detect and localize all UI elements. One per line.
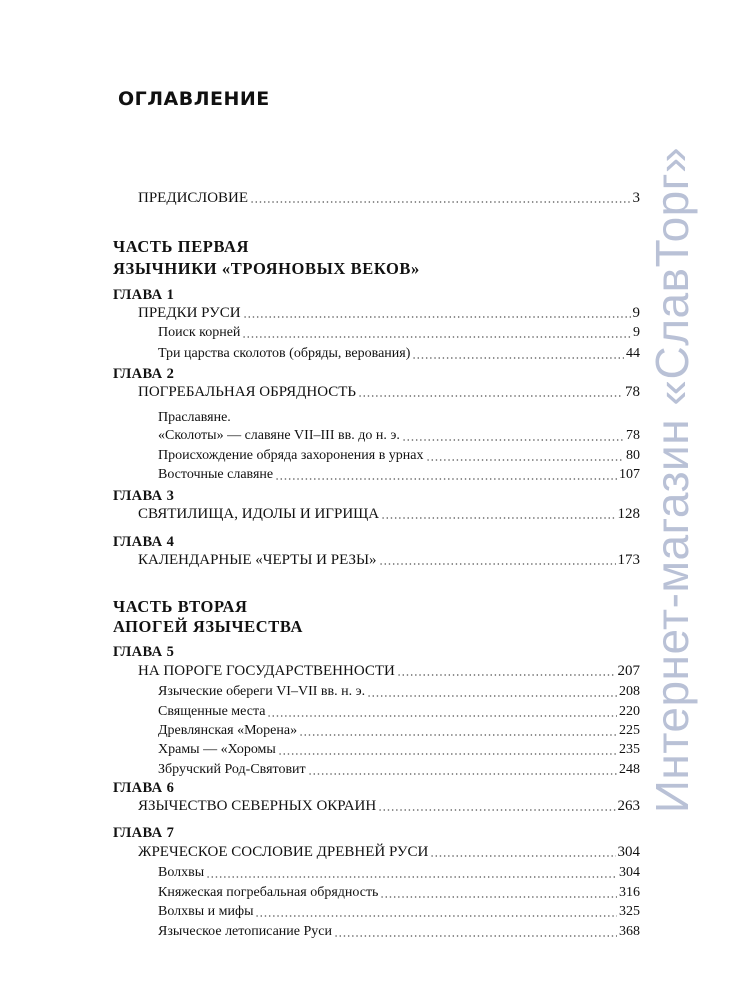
part-1-heading: ЧАСТЬ ПЕРВАЯ bbox=[113, 237, 250, 256]
toc-entry-label: Збручский Род-Святовит bbox=[158, 762, 306, 777]
chapter-4-entry bbox=[138, 550, 640, 570]
toc-page-number: 316 bbox=[619, 885, 640, 900]
toc-subentry bbox=[158, 740, 640, 760]
dot-leader bbox=[426, 459, 624, 461]
chapter-6-label: ГЛАВА 6 bbox=[113, 780, 175, 796]
toc-subentry bbox=[158, 323, 640, 343]
watermark-text: Интернет-магазин «СлавТорг» bbox=[646, 146, 698, 814]
toc-entry-label: КАЛЕНДАРНЫЕ «ЧЕРТЫ И РЕЗЫ» bbox=[138, 552, 377, 568]
chapter-6-entry bbox=[138, 796, 640, 816]
chapter-1-entry bbox=[138, 303, 640, 323]
toc-page-number: 44 bbox=[626, 346, 640, 361]
dot-leader bbox=[367, 695, 617, 697]
toc-page-number: 9 bbox=[632, 305, 640, 321]
toc-page-number: 107 bbox=[619, 467, 640, 482]
toc-page-number: 304 bbox=[619, 865, 640, 880]
toc-page-number: 78 bbox=[625, 384, 640, 400]
chapter-5-entry bbox=[138, 661, 640, 681]
part-2-heading: ЧАСТЬ ВТОРАЯ bbox=[113, 597, 248, 616]
toc-entry-label: Языческое летописание Руси bbox=[158, 924, 332, 939]
toc-page-number: 225 bbox=[619, 723, 640, 738]
toc-page-number: 208 bbox=[619, 684, 640, 699]
dot-leader bbox=[250, 201, 630, 203]
toc-page-number: 9 bbox=[633, 325, 640, 340]
toc-entry-preface bbox=[138, 188, 640, 208]
dot-leader bbox=[308, 773, 617, 775]
chapter-3-label: ГЛАВА 3 bbox=[113, 488, 175, 504]
toc-entry-label: ПРЕДКИ РУСИ bbox=[138, 305, 241, 321]
dot-leader bbox=[412, 357, 624, 359]
toc-page-number: 235 bbox=[619, 742, 640, 757]
toc-subentry bbox=[158, 465, 640, 485]
dot-leader bbox=[206, 876, 617, 878]
toc-entry-label: СВЯТИЛИЩА, ИДОЛЫ И ИГРИЩА bbox=[138, 506, 380, 522]
toc-entry-label: Поиск корней bbox=[158, 325, 241, 340]
dot-leader bbox=[255, 915, 617, 917]
toc-page-number: 325 bbox=[619, 904, 640, 919]
toc-page-number: 80 bbox=[626, 448, 640, 463]
toc-subentry bbox=[158, 922, 640, 942]
toc-entry-label: Три царства сколотов (обряды, верования) bbox=[158, 346, 411, 361]
toc-subentry bbox=[158, 682, 640, 702]
toc-entry-label: Храмы — «Хоромы bbox=[158, 742, 276, 757]
part-2-title: АПОГЕЙ ЯЗЫЧЕСТВА bbox=[113, 617, 303, 636]
toc-entry-label: ПОГРЕБАЛЬНАЯ ОБРЯДНОСТЬ bbox=[138, 384, 357, 400]
toc-subentry bbox=[158, 883, 640, 903]
dot-leader bbox=[242, 336, 631, 338]
dot-leader bbox=[430, 855, 615, 857]
toc-entry-label: ЖРЕЧЕСКОЕ СОСЛОВИЕ ДРЕВНЕЙ РУСИ bbox=[138, 844, 429, 860]
toc-page-number: 3 bbox=[632, 190, 640, 206]
toc-page-number: 128 bbox=[617, 506, 640, 522]
dot-leader bbox=[267, 715, 617, 717]
toc-entry-label: «Сколоты» — славяне VII–III вв. до н. э. bbox=[158, 428, 400, 443]
toc-entry-label: ПРЕДИСЛОВИЕ bbox=[138, 190, 249, 206]
dot-leader bbox=[380, 896, 617, 898]
toc-entry-label: Священные места bbox=[158, 704, 266, 719]
page-title: ОГЛАВЛЕНИЕ bbox=[118, 88, 270, 110]
dot-leader bbox=[334, 935, 617, 937]
dot-leader bbox=[243, 316, 631, 318]
chapter-4-label: ГЛАВА 4 bbox=[113, 534, 175, 550]
dot-leader bbox=[378, 809, 615, 811]
toc-subentry bbox=[158, 344, 640, 364]
toc-page-number: 263 bbox=[617, 798, 640, 814]
toc-entry-label: Происхождение обряда захоронения в урнах bbox=[158, 448, 424, 463]
toc-entry-label: Княжеская погребальная обрядность bbox=[158, 885, 379, 900]
toc-entry-label: Волхвы и мифы bbox=[158, 904, 254, 919]
toc-page-number: 220 bbox=[619, 704, 640, 719]
toc-subentry-prefix: Праславяне. bbox=[158, 410, 231, 425]
chapter-5-label: ГЛАВА 5 bbox=[113, 644, 175, 660]
toc-entry-label: Восточные славяне bbox=[158, 467, 274, 482]
toc-subentry bbox=[158, 902, 640, 922]
dot-leader bbox=[379, 563, 616, 565]
dot-leader bbox=[275, 478, 617, 480]
dot-leader bbox=[381, 517, 615, 519]
toc-page-number: 78 bbox=[626, 428, 640, 443]
dot-leader bbox=[402, 439, 624, 441]
chapter-7-label: ГЛАВА 7 bbox=[113, 825, 175, 841]
toc-entry-label: Волхвы bbox=[158, 865, 205, 880]
chapter-1-label: ГЛАВА 1 bbox=[113, 287, 175, 303]
toc-subentry bbox=[158, 702, 640, 722]
chapter-2-entry bbox=[138, 382, 640, 402]
part-1-title: ЯЗЫЧНИКИ «ТРОЯНОВЫХ ВЕКОВ» bbox=[113, 259, 420, 278]
toc-subentry bbox=[158, 446, 640, 466]
toc-page-number: 368 bbox=[619, 924, 640, 939]
toc-subentry bbox=[158, 721, 640, 741]
dot-leader bbox=[299, 734, 617, 736]
dot-leader bbox=[358, 395, 623, 397]
toc-subentry bbox=[158, 760, 640, 780]
toc-entry-label: НА ПОРОГЕ ГОСУДАРСТВЕННОСТИ bbox=[138, 663, 395, 679]
chapter-3-entry bbox=[138, 504, 640, 524]
toc-entry-label: Языческие обереги VI–VII вв. н. э. bbox=[158, 684, 366, 699]
toc-page-number: 207 bbox=[617, 663, 640, 679]
toc-subentry bbox=[158, 426, 640, 446]
toc-page-number: 248 bbox=[619, 762, 640, 777]
chapter-7-entry bbox=[138, 842, 640, 862]
toc-page-number: 304 bbox=[617, 844, 640, 860]
toc-entry-label: ЯЗЫЧЕСТВО СЕВЕРНЫХ ОКРАИН bbox=[138, 798, 377, 814]
toc-page-number: 173 bbox=[617, 552, 640, 568]
dot-leader bbox=[278, 753, 617, 755]
toc-entry-label: Древлянская «Морена» bbox=[158, 723, 298, 738]
chapter-2-label: ГЛАВА 2 bbox=[113, 366, 175, 382]
toc-subentry bbox=[158, 863, 640, 883]
dot-leader bbox=[397, 674, 616, 676]
